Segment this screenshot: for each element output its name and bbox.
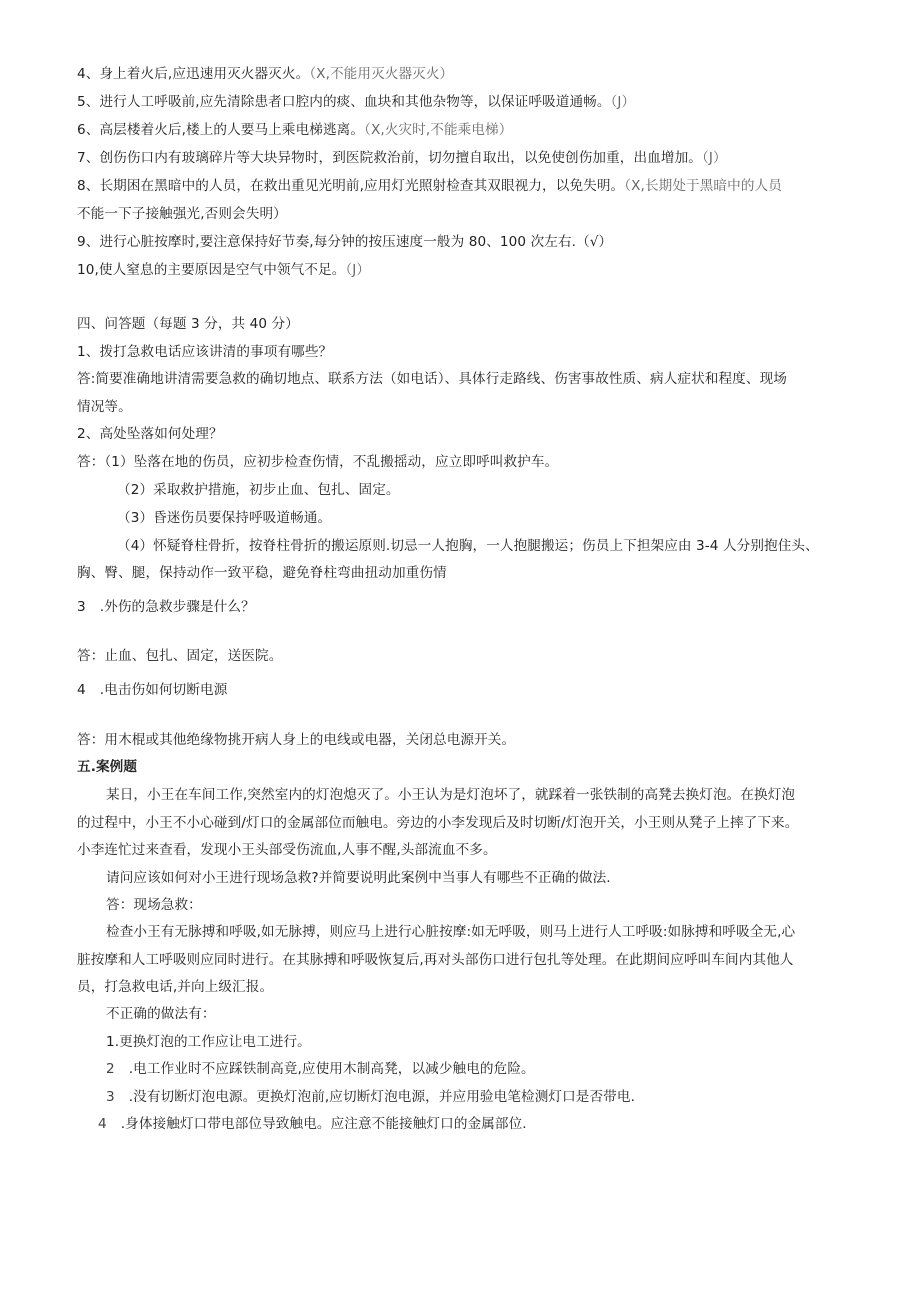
tf-item-4-answer: （X,不能用灭火器灭火）: [309, 66, 454, 82]
s4-answer-2-step3: （3）昏迷伤员要保持呼吸道畅通。: [117, 510, 332, 526]
tf-item-8-text: 8、长期困在黑暗中的人员，在救出重见光明前,应用灯光照射检查其双眼视力，以免失明。: [77, 178, 625, 194]
s4-question-4-text: .电击伤如何切断电源: [99, 682, 228, 698]
s4-question-3-text: .外伤的急救步骤是什么？: [99, 599, 255, 615]
tf-item-5: [77, 93, 635, 111]
tf-item-6-text: 6、高层楼着火后,楼上的人要马上乘电梯逃离。: [77, 122, 365, 138]
s4-answer-2-step2: （2）采取救护措施，初步止血、包扎、固定。: [117, 482, 400, 498]
wrong-practice-2-number: 2: [106, 1061, 115, 1077]
tf-item-6: [77, 121, 512, 139]
s4-question-1: 1、拨打急救电话应该讲清的事项有哪些？: [77, 344, 333, 360]
tf-item-4-text: 4、身上着火后,应迅速用灭火器灭火。: [77, 66, 310, 82]
wrong-practice-2: [106, 1060, 535, 1078]
case-question: 请问应该如何对小王进行现场急救?并简要说明此案例中当事人有哪些不正确的做法.: [106, 870, 611, 886]
wrong-practice-4: [98, 1115, 527, 1133]
s4-question-3: [77, 598, 255, 616]
s4-question-2: 2、高处坠落如何处理？: [77, 426, 223, 442]
s4-answer-2-step1: （1）坠落在地的伤员，应初步检查伤情，不乱搬摇动，应立即呼叫救护车。: [104, 454, 559, 470]
case-paragraph-line1: 某日，小王在车间工作,突然室内的灯泡熄灭了。小王认为是灯泡坏了，就踩着一张铁制的高凳去换灯泡。在换灯泡: [106, 787, 796, 803]
tf-item-7-text: 7、创伤伤口内有玻璃碎片等大块异物时，到医院救治前，切勿擅自取出，以免使创伤加重，出血增加。: [77, 150, 702, 166]
case-answer-line1: 检查小王有无脉搏和呼吸,如无脉搏，则应马上进行心脏按摩:如无呼吸，则马上进行人工呼吸:如脉搏和呼吸全无,心: [106, 924, 796, 940]
tf-item-9: 9、进行心脏按摩时,要注意保持好节奏,每分钟的按压速度一般为 80、100 次左右.（√）: [77, 234, 613, 250]
tf-item-4: [77, 65, 453, 83]
wrong-practice-3: [106, 1088, 635, 1106]
section5-title: 五.案例题: [77, 759, 138, 775]
tf-item-7: [77, 149, 727, 167]
tf-item-10: [77, 261, 370, 279]
s4-answer-2-step4-line1: （4）怀疑脊柱骨折，按脊柱骨折的搬运原则.切忌一人抱胸，一人抱腿搬运；伤员上下担架应由 3-4 人分别抱住头、: [117, 538, 819, 554]
case-answer-line3: 员，打急救电话,并向上级汇报。: [77, 979, 274, 995]
case-paragraph-line2: 的过程中，小王不小心碰到/灯口的金属部位而触电。旁边的小李发现后及时切断/灯泡开关，小王则从凳子上摔了下来。: [77, 815, 799, 831]
tf-item-5-text: 5、进行人工呼吸前,应先清除患者口腔内的痰、血块和其他杂物等，以保证呼吸道通畅。: [77, 94, 611, 110]
section4-title: 四、问答题（每题 3 分，共 40 分）: [77, 316, 299, 332]
wrong-practice-4-number: 4: [98, 1116, 107, 1132]
case-answer-heading: 答：现场急救：: [106, 897, 202, 913]
wrong-practice-1: 1.更换灯泡的工作应让电工进行。: [106, 1034, 311, 1050]
s4-answer-1-line2: 情况等。: [77, 399, 132, 415]
s4-answer-2-item1: [77, 453, 558, 471]
tf-item-10-answer: （J）: [345, 262, 371, 278]
tf-item-10-text: 10,使人窒息的主要原因是空气中领气不足。: [77, 262, 346, 278]
wrong-practice-3-number: 3: [106, 1089, 115, 1105]
tf-item-5-answer: （J）: [610, 94, 636, 110]
s4-answer-4: 答：用木棍或其他绝缘物挑开病人身上的电线或电器，关闭总电源开关。: [77, 732, 516, 748]
tf-item-8-answer-cont: 不能一下子接触强光,否则会失明）: [77, 206, 287, 222]
tf-item-8-answer: （X,长期处于黑暗中的人员: [624, 178, 782, 194]
s4-answer-2-prefix: 答：: [77, 454, 105, 470]
tf-item-8: [77, 177, 782, 195]
wrong-practice-2-text: .电工作业时不应踩铁制高竟,应使用木制高凳，以减少触电的危险。: [128, 1061, 535, 1077]
s4-answer-2-step4-line2: 胸、臀、腿，保持动作一致平稳，避免脊柱弯曲扭动加重伤情: [77, 565, 447, 581]
s4-answer-1-line1: 答:简要准确地讲清需要急救的确切地点、联系方法（如电话）、具体行走路线、伤害事故性质、病人症状和程度、现场: [77, 371, 787, 387]
tf-item-7-answer: （J）: [701, 150, 727, 166]
wrong-practices-heading: 不正确的做法有：: [106, 1006, 216, 1022]
s4-question-4: [77, 681, 227, 699]
case-paragraph-line3: 小李连忙过来查看，发现小王头部受伤流血,人事不醒,头部流血不多。: [77, 842, 497, 858]
wrong-practice-3-text: .没有切断灯泡电源。更换灯泡前,应切断灯泡电源，并应用验电笔检测灯口是否带电.: [128, 1089, 635, 1105]
s4-answer-3: 答：止血、包扎、固定，送医院。: [77, 648, 283, 664]
s4-question-3-number: 3: [77, 599, 86, 615]
wrong-practice-4-text: .身体接触灯口带电部位导致触电。应注意不能接触灯口的金属部位.: [120, 1116, 527, 1132]
tf-item-6-answer: （X,火灾时,不能乘电梯）: [364, 122, 513, 138]
case-answer-line2: 脏按摩和人工呼吸则应同时进行。在其脉搏和呼吸恢复后,再对头部伤口进行包扎等处理。在此期间应呼叫车间内其他人: [77, 952, 794, 968]
s4-question-4-number: 4: [77, 682, 86, 698]
